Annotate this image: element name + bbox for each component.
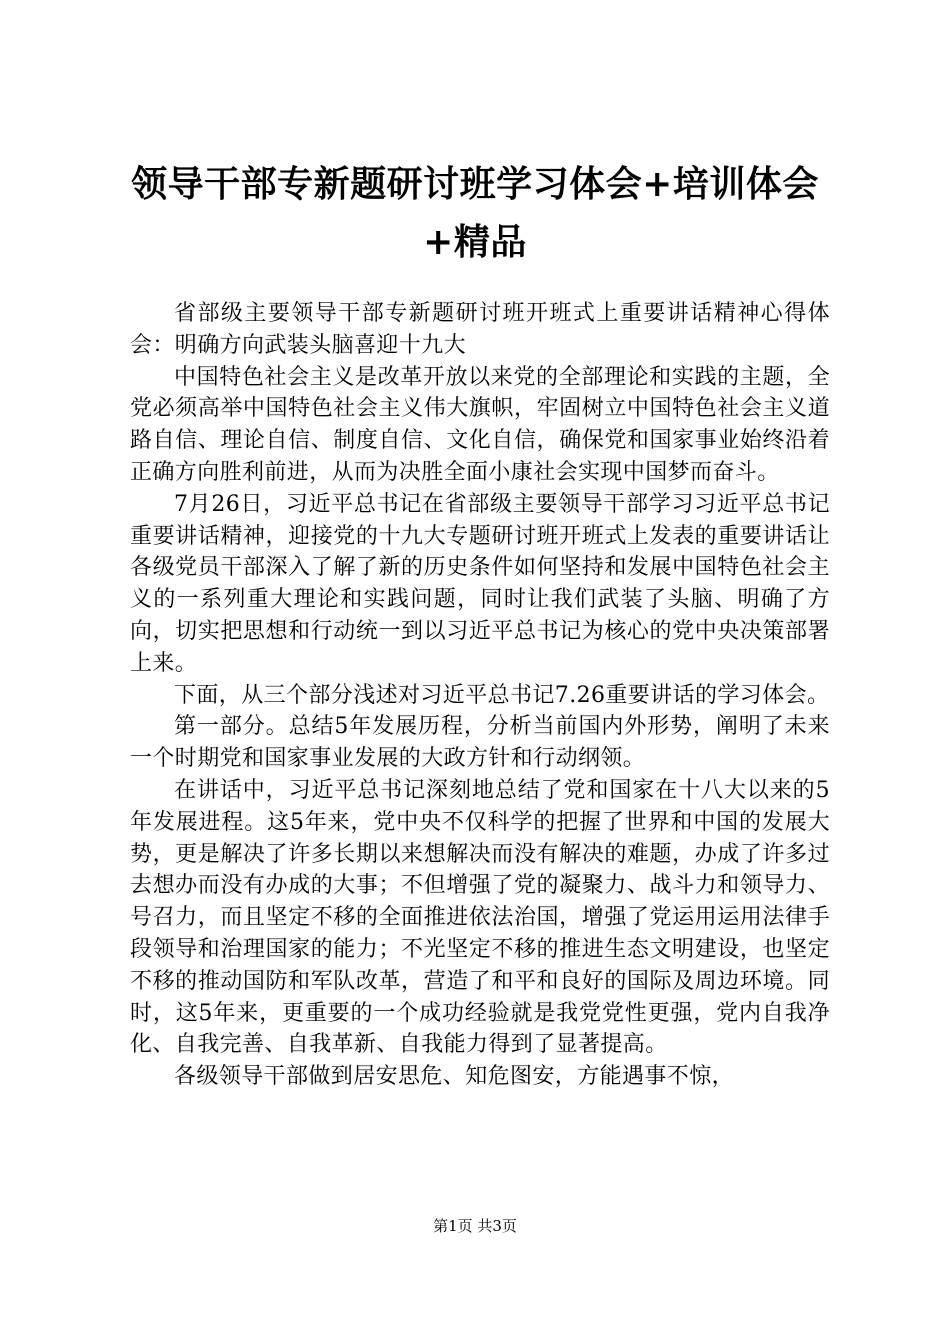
paragraph-2: 中国特色社会主义是改革开放以来党的全部理论和实践的主题，全党必须高举中国特色社会主义伟大旗帜，牢固树立中国特色社会主义道路自信、理论自信、制度自信、文化自信，确保党和国家事业始终沿着正确方向胜利前进，从而为决胜全面小康社会实现中国梦而奋斗。 <box>130 364 830 485</box>
paragraph-6: 在讲话中，习近平总书记深刻地总结了党和国家在十八大以来的5年发展进程。这5年来，党中央不仅科学的把握了世界和中国的发展大势，更是解决了许多长期以来想解决而没有解决的难题，办成了许多过去想办而没有办成的大事；不但增强了党的凝聚力、战斗力和领导力、号召力，而且坚定不移的全面推进依法治国，增强了党运用运用法律手段领导和治理国家的能力；不光坚定不移的推进生态文明建设，也坚定不移的推动国防和军队改革，营造了和平和良好的国际及周边环境。同时，这5年来，更重要的一个成功经验就是我党党性更强，党内自我净化、自我完善、自我革新、自我能力得到了显著提高。 <box>130 777 830 1058</box>
paragraph-3: 7月26日，习近平总书记在省部级主要领导干部学习习近平总书记重要讲话精神，迎接党的十九大专题研讨班开班式上发表的重要讲话让各级党员干部深入了解了新的历史条件如何坚持和发展中国特色社会主义的一系列重大理论和实践问题，同时让我们武装了头脑、明确了方向，切实把思想和行动统一到以习近平总书记为核心的党中央决策部署上来。 <box>130 491 830 676</box>
page-number-footer: 第1页 共3页 <box>433 1217 517 1235</box>
paragraph-7: 各级领导干部做到居安思危、知危图安，方能遇事不惊， <box>174 1064 735 1090</box>
paragraph-5: 第一部分。总结5年发展历程，分析当前国内外形势，阐明了未来一个时期党和国家事业发展的大政方针和行动纲领。 <box>130 714 830 772</box>
paragraph-4: 下面，从三个部分浅述对习近平总书记7.26重要讲话的学习体会。 <box>174 682 830 708</box>
document-body <box>130 298 830 1093</box>
paragraph-1: 省部级主要领导干部专新题研讨班开班式上重要讲话精神心得体会：明确方向武装头脑喜迎十九大 <box>130 301 830 358</box>
document-title: 领导干部专新题研讨班学习体会+培训体会+精品 <box>131 163 819 263</box>
